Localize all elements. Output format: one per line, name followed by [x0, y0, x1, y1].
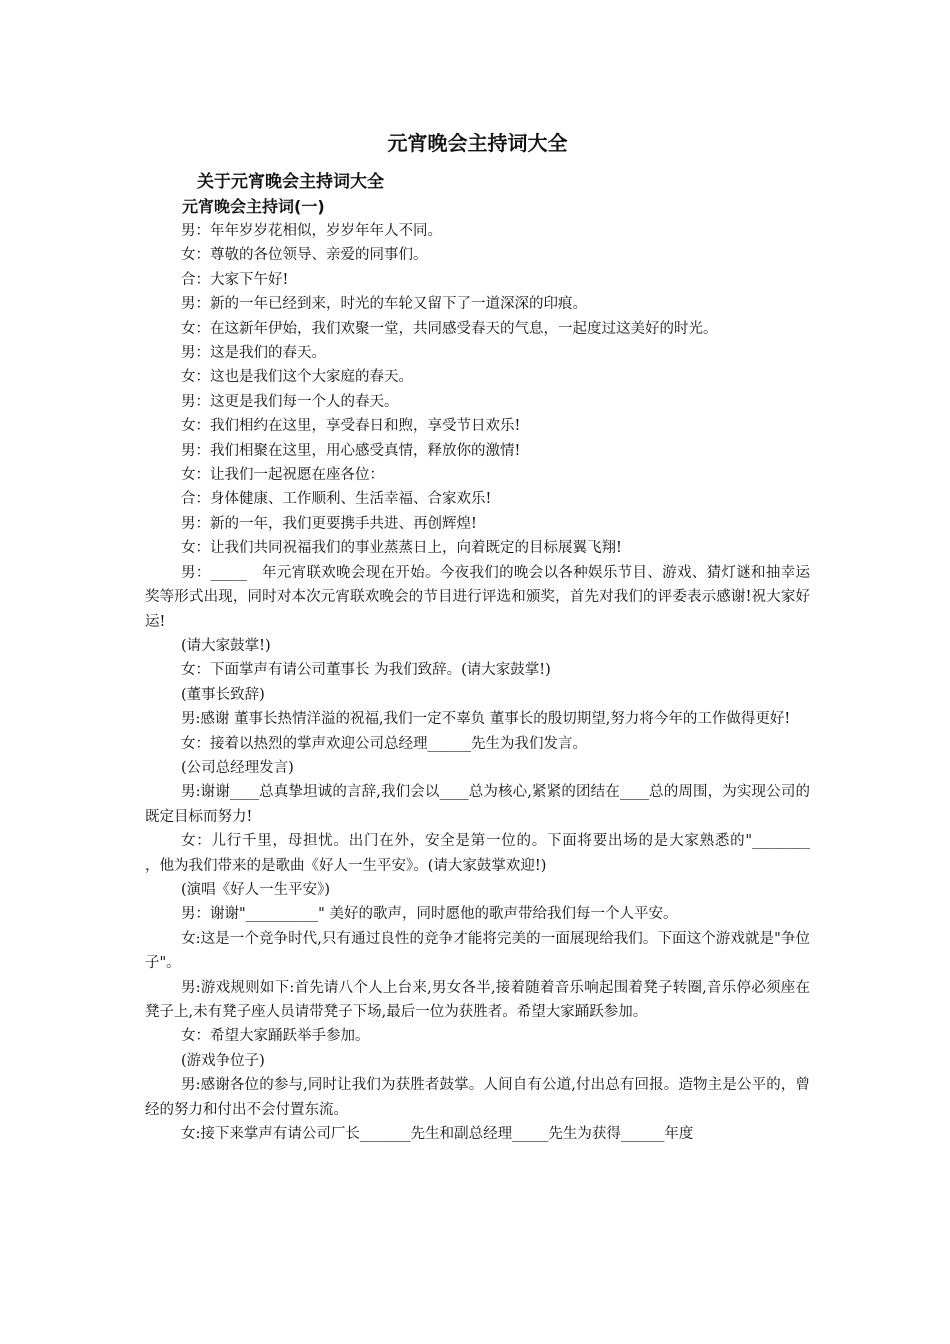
paragraph: 男：新的一年已经到来，时光的车轮又留下了一道深深的印痕。 — [181, 296, 587, 313]
section-heading: 元宵晚会主持词(一) — [182, 197, 325, 216]
document-page — [145, 128, 825, 1146]
paragraph: 女：儿行千里，母担忧。出门在外，安全是第一位的。下面将要出场的是大家熟悉的"________ ，他为我们带来的是歌曲《好人一生平安》。(请大家鼓掌欢迎!) — [145, 833, 825, 874]
paragraph: 男：谢谢"__________" 美好的歌声，同时愿他的歌声带给我们每一个人平安。 — [181, 906, 678, 923]
paragraph: 女:接下来掌声有请公司厂长_______先生和副总经理_____先生为获得______年度 — [181, 1126, 694, 1143]
paragraph: 男：我们相聚在这里，用心感受真情，释放你的激情! — [181, 442, 521, 459]
paragraph: 女：尊敬的各位领导、亲爱的同事们。 — [181, 247, 428, 264]
paragraph: (请大家鼓掌!) — [181, 637, 271, 654]
paragraph: 男:感谢 董事长热情洋溢的祝福,我们一定不辜负 董事长的殷切期望,努力将今年的工作做得更好! — [181, 711, 791, 728]
document-body — [145, 219, 825, 1146]
paragraph: 女：在这新年伊始，我们欢聚一堂，共同感受春天的气息，一起度过这美好的时光。 — [181, 320, 718, 337]
paragraph: 男：这是我们的春天。 — [181, 345, 326, 362]
paragraph: 女：让我们一起祝愿在座各位： — [181, 467, 384, 484]
paragraph: (董事长致辞) — [181, 686, 265, 703]
paragraph: 男:游戏规则如下:首先请八个人上台来,男女各半,接着随着音乐响起围着凳子转圈,音乐停必须座在凳子上,未有凳子座人员请带凳子下场,最后一位为获胜者。希望大家踊跃参加。 — [145, 979, 810, 1020]
paragraph: (公司总经理发言) — [181, 759, 294, 776]
paragraph: 女：我们相约在这里，享受春日和煦，享受节日欢乐! — [181, 418, 521, 435]
paragraph: (演唱《好人一生平安》) — [181, 881, 331, 898]
paragraph: 男：年年岁岁花相似，岁岁年年人不同。 — [181, 223, 442, 239]
paragraph: 女:这是一个竞争时代,只有通过良性的竞争才能将完美的一面展现给我们。下面这个游戏就是"争位子"。 — [145, 930, 810, 972]
document-title: 元宵晚会主持词大全 — [387, 131, 568, 155]
paragraph: 男：新的一年，我们更要携手共进、再创辉煌! — [181, 515, 477, 532]
paragraph: 合：大家下午好! — [181, 271, 289, 288]
paragraph: 男:谢谢____总真挚坦诚的言辞,我们会以____总为核心,紧紧的团结在____总的周围，为实现公司的既定目标而努力! — [145, 784, 810, 825]
paragraph: 男：这更是我们每一个人的春天。 — [181, 393, 399, 410]
paragraph: 女：这也是我们这个大家庭的春天。 — [181, 369, 413, 386]
paragraph: 男:感谢各位的参与,同时让我们为获胜者鼓掌。人间自有公道,付出总有回报。造物主是公平的，曾经的努力和付出不会付置东流。 — [145, 1077, 810, 1118]
document-subtitle: 关于元宵晚会主持词大全 — [197, 172, 384, 192]
paragraph: (游戏争位子) — [181, 1052, 265, 1069]
paragraph: 女：接着以热烈的掌声欢迎公司总经理______先生为我们发言。 — [181, 735, 587, 752]
paragraph: 女：希望大家踊跃举手参加。 — [181, 1028, 370, 1045]
paragraph: 女：让我们共同祝福我们的事业蒸蒸日上，向着既定的目标展翼飞翔! — [181, 540, 622, 557]
paragraph: 合：身体健康、工作顺利、生活幸福、合家欢乐! — [181, 491, 492, 508]
paragraph: 男：_____ 年元宵联欢晚会现在开始。今夜我们的晚会以各种娱乐节目、游戏、猜灯谜和抽幸运奖等形式出现，同时对本次元宵联欢晚会的节目进行评选和颁奖，首先对我们的评委表示感谢!祝大家好运! — [145, 564, 810, 630]
paragraph: 女：下面掌声有请公司董事长 为我们致辞。(请大家鼓掌!) — [181, 662, 551, 679]
